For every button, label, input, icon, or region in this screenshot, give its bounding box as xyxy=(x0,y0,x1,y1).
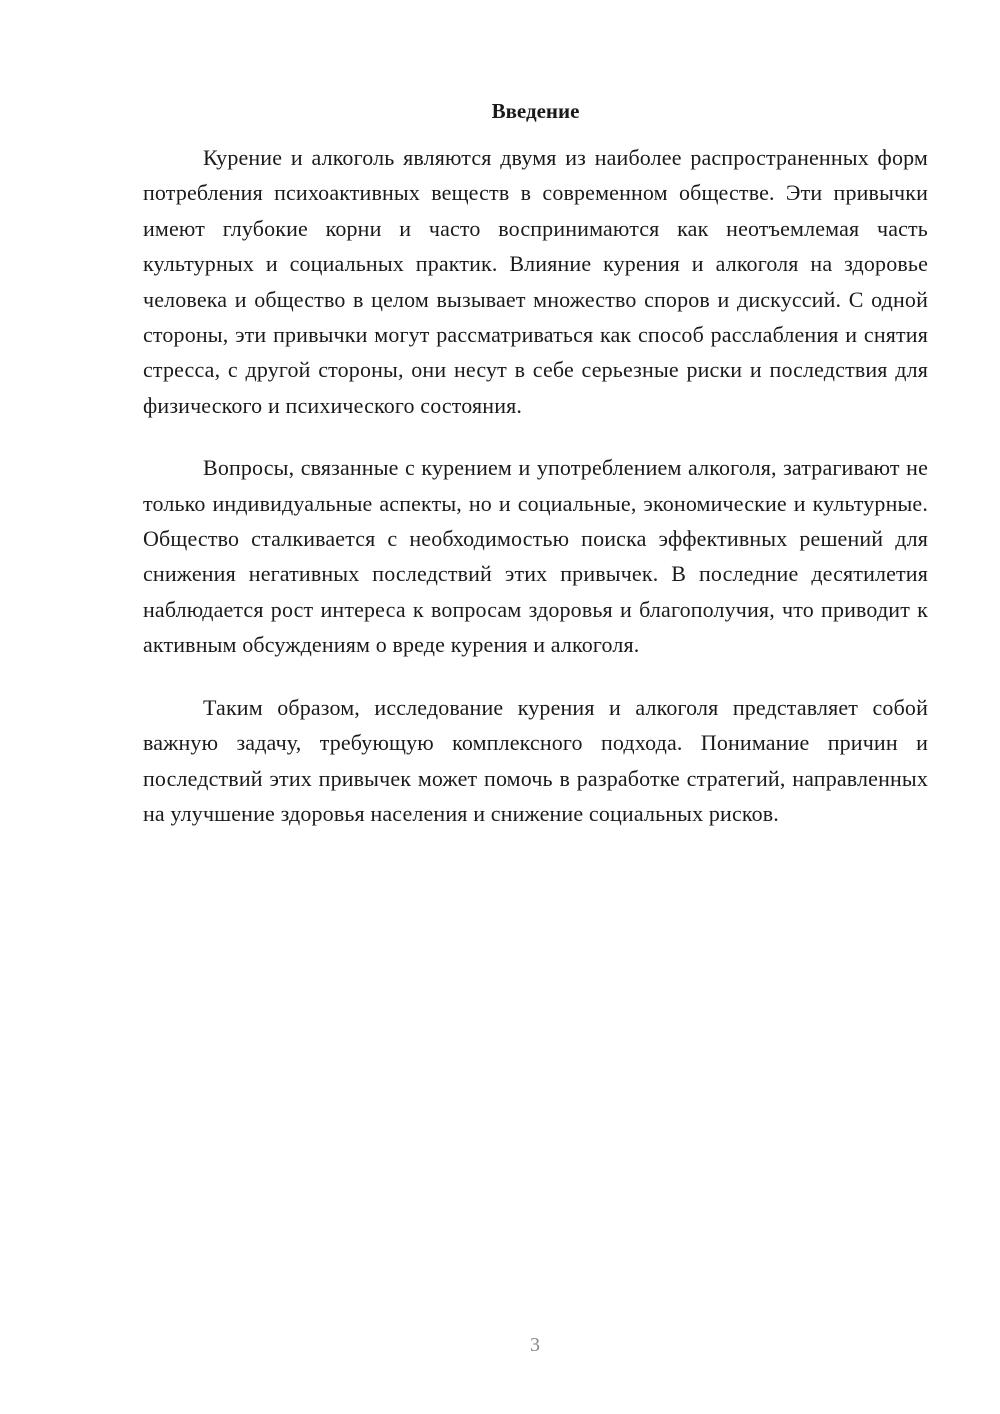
page-number: 3 xyxy=(530,1334,540,1356)
section-heading: Введение xyxy=(491,99,580,123)
paragraph-2: Вопросы, связанные с курением и употреблением алкоголя, затрагивают не только индивидуальные аспекты, но и социальные, экономические и культурные. Общество сталкивается с необходимостью поиска эффективных решений для снижения негативных последствий этих привычек. В последние десятилетия наблюдается рост интереса к вопросам здоровья и благополучия, что приводит к активным обсуждениям о вреде курения и алкоголя. xyxy=(143,455,928,658)
paragraph-3: Таким образом, исследование курения и алкоголя представляет собой важную задачу, требующую комплексного подхода. Понимание причин и последствий этих привычек может помочь в разработке стратегий, направленных на улучшение здоровья населения и снижение социальных рисков. xyxy=(143,694,928,826)
body-text xyxy=(143,140,928,858)
paragraph-1: Курение и алкоголь являются двумя из наиболее распространенных форм потребления психоактивных веществ в современном обществе. Эти привычки имеют глубокие корни и часто воспринимаются как неотъемлемая часть культурных и социальных практик. Влияние курения и алкоголя на здоровье человека и общество в целом вызывает множество споров и дискуссий. С одной стороны, эти привычки могут рассматриваться как способ расслабления и снятия стресса, с другой стороны, они несут в себе серьезные риски и последствия для физического и психического состояния. xyxy=(143,145,928,418)
